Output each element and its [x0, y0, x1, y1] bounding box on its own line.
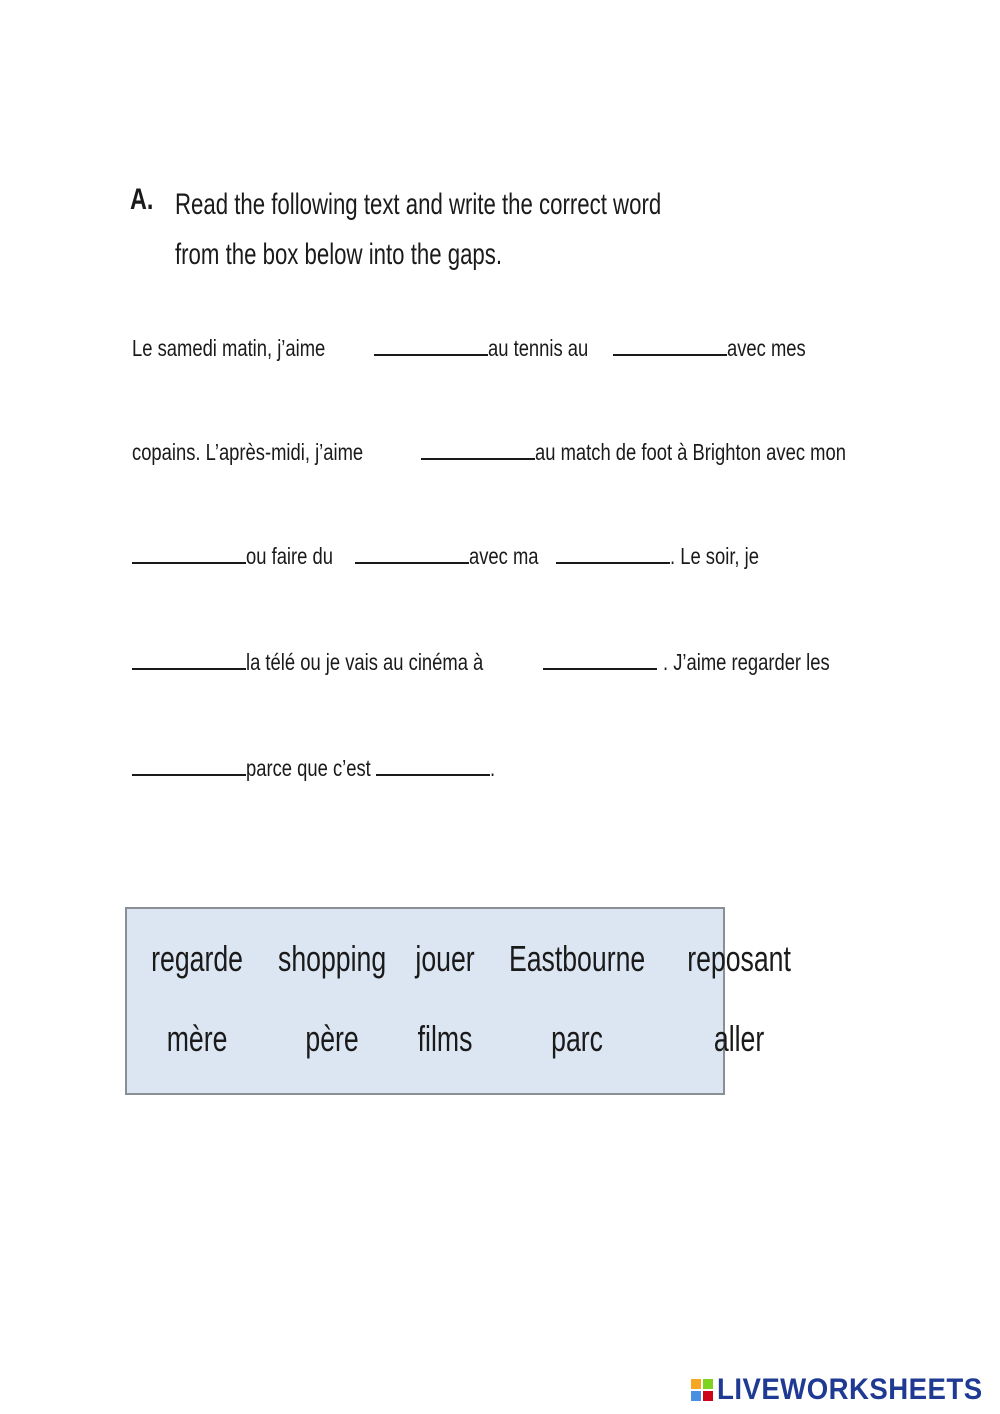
logo-square-icon — [691, 1379, 701, 1389]
text-segment: . Le soir, je — [669, 543, 759, 569]
text-segment: la télé ou je vais au cinéma à — [246, 649, 484, 675]
answer-gap-5[interactable] — [355, 562, 469, 564]
gap-with-text — [543, 649, 871, 676]
word-bank-grid — [127, 909, 792, 1093]
logo-square-icon — [703, 1379, 713, 1389]
word-bank-item: shopping — [278, 938, 387, 979]
answer-gap-9[interactable] — [132, 774, 246, 776]
exercise-line-3 — [132, 530, 759, 570]
text-segment: Le samedi matin, j’aime — [132, 335, 326, 361]
answer-gap-6[interactable] — [556, 562, 670, 564]
logo-square-icon — [703, 1391, 713, 1401]
answer-gap-1[interactable] — [374, 354, 488, 356]
word-bank-item: regarde — [151, 938, 243, 979]
liveworksheets-logo — [691, 1375, 1000, 1405]
liveworksheets-logo-icon — [691, 1379, 713, 1401]
text-segment: avec mes — [726, 335, 806, 361]
answer-gap-8[interactable] — [543, 668, 657, 670]
text-segment: avec ma — [468, 543, 539, 569]
word-bank-item: films — [417, 1018, 473, 1059]
answer-gap-4[interactable] — [132, 562, 246, 564]
text-segment: ou faire du — [246, 543, 333, 569]
text-segment: copains. L’après-midi, j’aime — [132, 439, 364, 465]
word-bank-item: jouer — [415, 938, 475, 979]
exercise-instructions: Read the following text and write the correct word from the box below into the gaps. — [175, 188, 662, 271]
exercise-line-5 — [132, 742, 722, 782]
liveworksheets-logo-text: LIVEWORKSHEETS — [717, 1373, 983, 1406]
text-segment: . — [489, 755, 496, 781]
text-segment: . J’aime regarder les — [662, 649, 830, 675]
word-bank-item: Eastbourne — [509, 938, 646, 979]
word-bank-item: parc — [551, 1018, 604, 1059]
exercise-line-1 — [132, 322, 806, 362]
word-bank-item: mère — [166, 1018, 228, 1059]
logo-square-icon — [691, 1391, 701, 1401]
text-segment: au match de foot à Brighton avec mon — [534, 439, 846, 465]
word-bank-item: père — [305, 1018, 359, 1059]
exercise-line-4 — [132, 636, 830, 676]
gap-with-text — [556, 543, 781, 570]
exercise-letter: A. — [130, 183, 154, 216]
text-segment: parce que c’est — [246, 755, 371, 781]
answer-gap-3[interactable] — [421, 458, 535, 460]
text-segment: au tennis au — [487, 335, 588, 361]
word-bank-item: aller — [714, 1018, 765, 1059]
answer-gap-10[interactable] — [376, 774, 490, 776]
answer-gap-2[interactable] — [613, 354, 727, 356]
word-bank-box — [125, 907, 792, 1095]
answer-gap-7[interactable] — [132, 668, 246, 670]
word-bank-item: reposant — [687, 938, 792, 979]
exercise-line-2 — [132, 426, 846, 466]
